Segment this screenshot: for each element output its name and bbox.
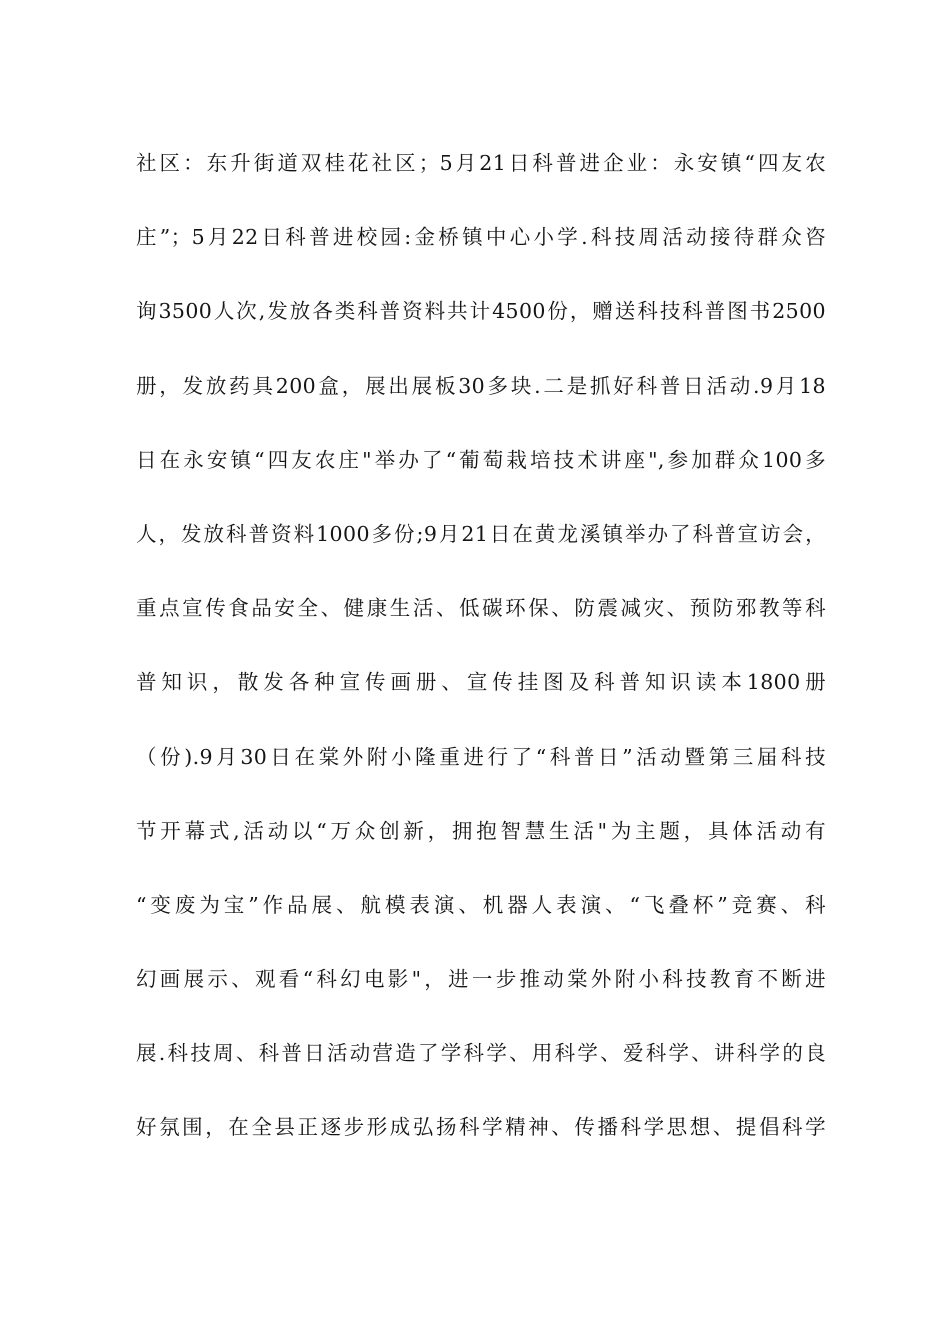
text-line: 社区：东升街道双桂花社区；5月21日科普进企业：永安镇“四友农 xyxy=(136,151,826,175)
text-line: 普知识，散发各种宣传画册、宣传挂图及科普知识读本1800册 xyxy=(136,670,826,695)
text-line: 庄”；5月22日科普进校园:金桥镇中心小学.科技周活动接待群众咨 xyxy=(136,225,826,250)
text-line: 展.科技周、科普日活动营造了学科学、用科学、爱科学、讲科学的良 xyxy=(136,1041,826,1066)
text-line: 询3500人次,发放各类科普资料共计4500份，赠送科技科普图书2500 xyxy=(136,299,826,324)
text-line: 重点宣传食品安全、健康生活、低碳环保、防震减灾、预防邪教等科 xyxy=(136,596,826,621)
text-line: 好氛围，在全县正逐步形成弘扬科学精神、传播科学思想、提倡科学 xyxy=(136,1115,826,1140)
body-paragraph xyxy=(136,141,826,1180)
text-line: “变废为宝”作品展、航模表演、机器人表演、“飞叠杯”竞赛、科 xyxy=(136,892,826,917)
text-line: （份).9月30日在棠外附小隆重进行了“科普日”活动暨第三届科技 xyxy=(136,744,826,769)
text-line: 幻画展示、观看“科幻电影"，进一步推动棠外附小科技教育不断进 xyxy=(136,967,826,992)
text-line: 节开幕式,活动以“万众创新，拥抱智慧生活"为主题，具体活动有 xyxy=(136,818,826,843)
text-line: 人，发放科普资料1000多份;9月21日在黄龙溪镇举办了科普宣访会， xyxy=(136,521,826,546)
text-line: 册，发放药具200盒，展出展板30多块.二是抓好科普日活动.9月18 xyxy=(136,373,826,398)
text-line: 日在永安镇“四友农庄"举办了“葡萄栽培技术讲座",参加群众100多 xyxy=(136,447,826,472)
